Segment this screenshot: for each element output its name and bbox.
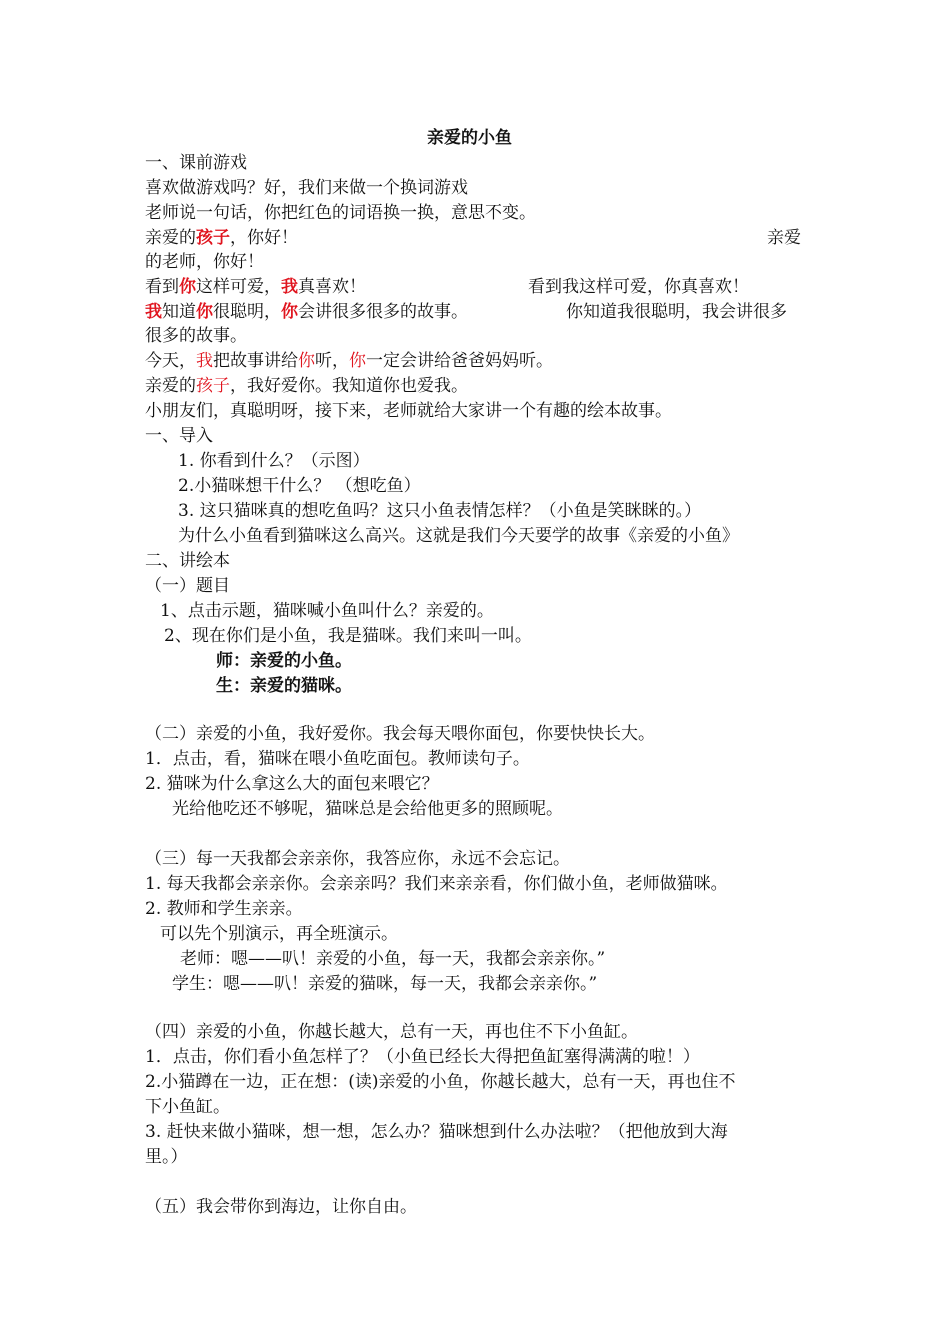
list-item: 1、点击示题，猫咪喊小鱼叫什么？亲爱的。 xyxy=(160,601,494,621)
list-item-cont: 下小鱼缸。 xyxy=(145,1097,230,1117)
subsection-heading: （二）亲爱的小鱼，我好爱你。我会每天喂你面包，你要快快长大。 xyxy=(145,724,655,744)
example-sentence-1 xyxy=(145,226,298,250)
highlight-word: 我 xyxy=(145,302,162,322)
list-item: 3. 这只猫咪真的想吃鱼吗？这只小鱼表情怎样？（小鱼是笑眯眯的。） xyxy=(178,501,702,521)
text-run: 今天， xyxy=(145,351,196,371)
dialogue-line: 师：亲爱的小鱼。 xyxy=(216,651,352,671)
highlight-word: 我 xyxy=(196,351,213,371)
example-sentence-4 xyxy=(145,349,553,373)
example-answer-2: 看到我这样可爱，你真喜欢！ xyxy=(528,277,749,297)
section-heading-game: 一、课前游戏 xyxy=(145,153,247,173)
text-run: 知道 xyxy=(162,302,196,322)
dialogue-line: 老师：嗯——叭！亲爱的小鱼，每一天，我都会亲亲你。” xyxy=(180,949,606,969)
paragraph: 喜欢做游戏吗？好，我们来做一个换词游戏 xyxy=(145,178,468,198)
paragraph: 老师说一句话，你把红色的词语换一换，意思不变。 xyxy=(145,203,536,223)
paragraph: 可以先个别演示，再全班演示。 xyxy=(160,924,398,944)
list-item: 2.小猫蹲在一边，正在想：(读)亲爱的小鱼，你越长越大，总有一天，再也住不 xyxy=(145,1072,736,1092)
text-run: 把故事讲给 xyxy=(213,351,298,371)
example-sentence-2 xyxy=(145,275,366,299)
highlight-word: 你 xyxy=(179,277,196,297)
list-item: 1. 你看到什么？（示图） xyxy=(178,451,370,471)
highlight-word: 你 xyxy=(281,302,298,322)
list-item: 2. 教师和学生亲亲。 xyxy=(145,899,303,919)
list-item: 1. 每天我都会亲亲你。会亲亲吗？我们来亲亲看，你们做小鱼，老师做猫咪。 xyxy=(145,874,728,894)
section-heading-story: 二、讲绘本 xyxy=(145,551,230,571)
text-run: ，你好！ xyxy=(230,228,298,248)
list-item: 1．点击，看，猫咪在喂小鱼吃面包。教师读句子。 xyxy=(145,749,530,769)
text-run: 看到 xyxy=(145,277,179,297)
example-answer-3-cont: 很多的故事。 xyxy=(145,326,247,346)
subsection-heading: （四）亲爱的小鱼，你越长越大，总有一天，再也住不下小鱼缸。 xyxy=(145,1022,638,1042)
highlight-word: 孩子 xyxy=(196,228,230,248)
section-heading-intro: 一、导入 xyxy=(145,426,213,446)
highlight-word: 你 xyxy=(196,302,213,322)
list-item: 2. 猫咪为什么拿这么大的面包来喂它？ xyxy=(145,774,439,794)
paragraph: 光给他吃还不够呢，猫咪总是会给他更多的照顾呢。 xyxy=(172,799,563,819)
highlight-word: 你 xyxy=(349,351,366,371)
text-run: 亲爱的 xyxy=(145,228,196,248)
document-title: 亲爱的小鱼 xyxy=(427,128,512,148)
text-run: 这样可爱， xyxy=(196,277,281,297)
example-sentence-5 xyxy=(145,374,468,398)
list-item: 2、现在你们是小鱼，我是猫咪。我们来叫一叫。 xyxy=(164,626,532,646)
text-run: 一定会讲给爸爸妈妈听。 xyxy=(366,351,553,371)
dialogue-line: 生：亲爱的猫咪。 xyxy=(216,676,352,696)
example-answer-1: 亲爱 xyxy=(767,228,801,248)
list-item-cont: 里。） xyxy=(145,1147,188,1167)
example-sentence-3 xyxy=(145,300,468,324)
list-item: 3. 赶快来做小猫咪，想一想，怎么办？猫咪想到什么办法啦？（把他放到大海 xyxy=(145,1122,728,1142)
example-answer-3: 你知道我很聪明，我会讲很多 xyxy=(566,302,787,322)
text-run: 会讲很多很多的故事。 xyxy=(298,302,468,322)
paragraph: 为什么小鱼看到猫咪这么高兴。这就是我们今天要学的故事《亲爱的小鱼》 xyxy=(178,526,739,546)
text-run: 很聪明， xyxy=(213,302,281,322)
text-run: 真喜欢！ xyxy=(298,277,366,297)
text-run: ，我好爱你。我知道你也爱我。 xyxy=(230,376,468,396)
example-answer-1-cont: 的老师，你好！ xyxy=(145,252,264,272)
list-item: 2.小猫咪想干什么？ （想吃鱼） xyxy=(178,476,421,496)
dialogue-line: 学生：嗯——叭！亲爱的猫咪，每一天，我都会亲亲你。” xyxy=(172,974,598,994)
list-item: 1．点击，你们看小鱼怎样了？（小鱼已经长大得把鱼缸塞得满满的啦！） xyxy=(145,1047,700,1067)
subsection-heading: （一）题目 xyxy=(145,576,230,596)
subsection-heading: （五）我会带你到海边，让你自由。 xyxy=(145,1197,417,1217)
subsection-heading: （三）每一天我都会亲亲你，我答应你，永远不会忘记。 xyxy=(145,849,570,869)
text-run: 亲爱的 xyxy=(145,376,196,396)
paragraph: 小朋友们，真聪明呀，接下来，老师就给大家讲一个有趣的绘本故事。 xyxy=(145,401,672,421)
highlight-word: 我 xyxy=(281,277,298,297)
highlight-word: 你 xyxy=(298,351,315,371)
text-run: 听， xyxy=(315,351,349,371)
highlight-word: 孩子 xyxy=(196,376,230,396)
